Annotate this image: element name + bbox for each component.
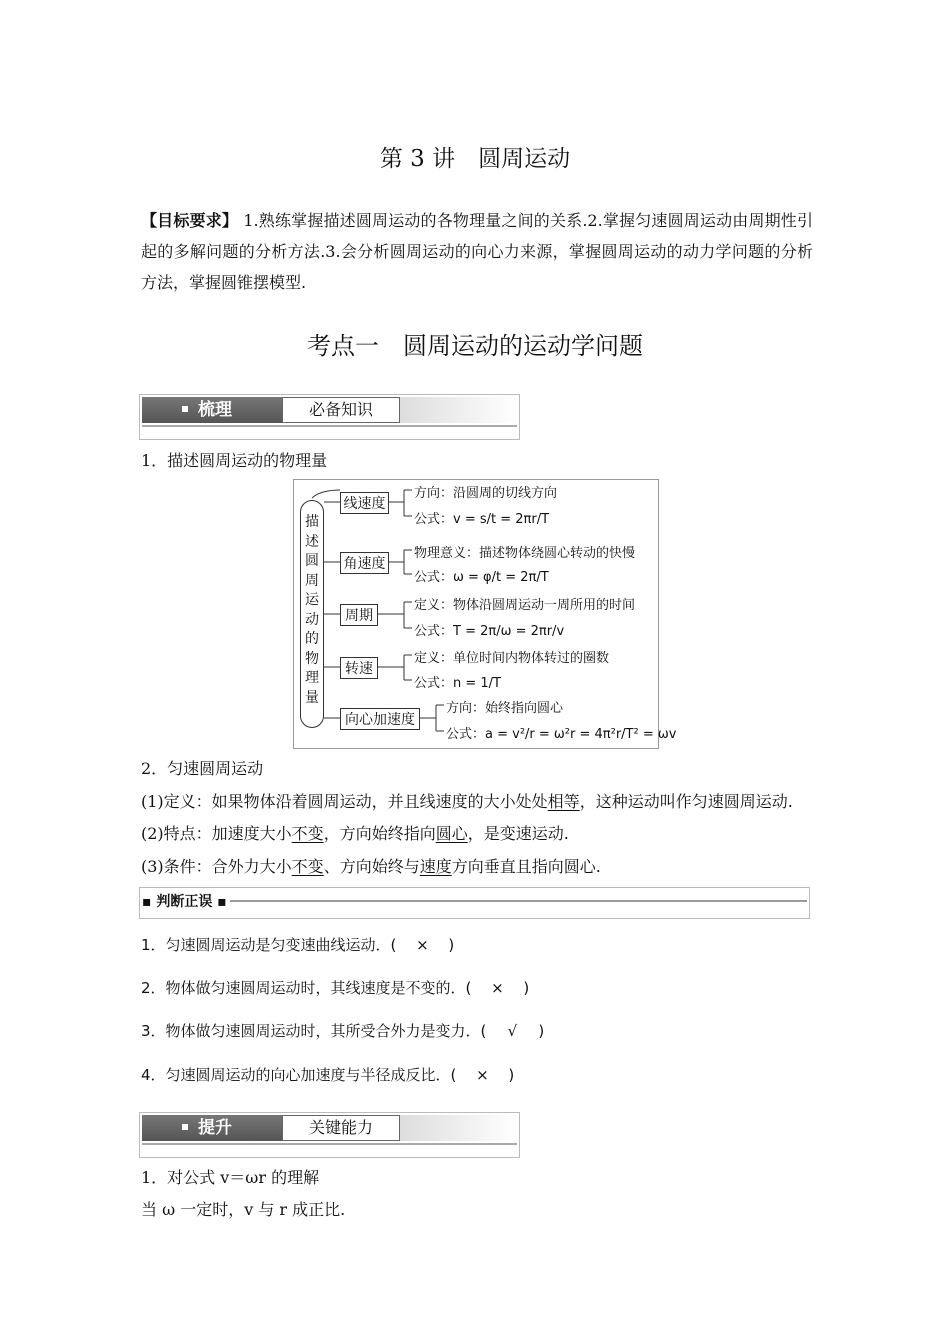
node-text: 方向：沿圆周的切线方向 <box>414 486 558 501</box>
node-formula: 公式：n = 1/T <box>414 676 501 691</box>
item-heading: 2．匀速圆周运动 <box>141 759 264 778</box>
node-text: 定义：物体沿圆周运动一周所用的时间 <box>414 598 636 613</box>
node-rotation-speed: 转速 <box>340 657 378 679</box>
node-linear-velocity: 线速度 <box>340 492 389 514</box>
section-bar-improve <box>139 1112 520 1158</box>
judgement-item: 4．匀速圆周运动的向心加速度与半径成反比．( × ) <box>141 1066 515 1084</box>
node-formula: 公式：a = v²/r = ω²r = 4π²r/T² = ωv <box>446 727 677 742</box>
goal-paragraph <box>141 205 813 298</box>
diagram-root: 描 述 圆 周 运 动 的 物 理 量 <box>300 500 324 728</box>
judgement-item: 1．匀速圆周运动是匀变速曲线运动．( × ) <box>141 936 455 954</box>
bar-sub-label: 必备知识 <box>282 397 400 423</box>
condition-line: (3)条件：合外力大小不变、方向始终与速度方向垂直且指向圆心. <box>141 857 601 876</box>
item-heading: 1．对公式 v＝ωr 的理解 <box>141 1168 320 1187</box>
judgement-item: 3．物体做匀速圆周运动时，其所受合外力是变力．( √ ) <box>141 1022 545 1040</box>
node-formula: 公式：T = 2π/ω = 2πr/v <box>414 624 565 639</box>
judgement-item: 2．物体做匀速圆周运动时，其线速度是不变的．( × ) <box>141 979 530 997</box>
bar-sub-label: 关键能力 <box>282 1115 400 1141</box>
feature-line: (2)特点：加速度大小不变，方向始终指向圆心，是变速运动. <box>141 824 569 843</box>
definition-line: (1)定义：如果物体沿着圆周运动，并且线速度的大小处处相等，这种运动叫作匀速圆周运动. <box>141 792 793 811</box>
node-text: 方向：始终指向圆心 <box>446 701 564 716</box>
goal-tag: 【目标要求】 <box>141 211 239 230</box>
node-formula: 公式：v = s/t = 2πr/T <box>414 512 550 527</box>
section-title: 考点一 圆周运动的运动学问题 <box>307 332 643 360</box>
node-formula: 公式：ω = φ/t = 2π/T <box>414 570 549 585</box>
concept-diagram <box>293 479 677 749</box>
node-angular-velocity: 角速度 <box>340 552 389 574</box>
goal-text: 1.熟练掌握描述圆周运动的各物理量之间的关系.2.掌握匀速圆周运动由周期性引起的多解问题的分析方法.3.会分析圆周运动的向心力来源，掌握圆周运动的动力学问题的分析方法，掌握圆锥摆模型. <box>141 211 813 292</box>
bar-main-label: 提升 <box>142 1115 282 1141</box>
node-text: 定义：单位时间内物体转过的圈数 <box>414 651 610 666</box>
item-heading: 1．描述圆周运动的物理量 <box>141 451 328 470</box>
node-text: 物理意义：描述物体绕圆心转动的快慢 <box>414 546 636 561</box>
body-text: 当 ω 一定时，v 与 r 成正比. <box>141 1200 346 1219</box>
section-bar-sort <box>139 394 520 440</box>
node-period: 周期 <box>340 604 378 626</box>
page-title: 第 3 讲 圆周运动 <box>379 146 571 172</box>
judge-label: ▪ 判断正误 ▪ <box>142 891 231 911</box>
judge-bar <box>139 887 810 919</box>
node-centripetal-acceleration: 向心加速度 <box>340 708 420 730</box>
bar-main-label: 梳理 <box>142 397 282 423</box>
